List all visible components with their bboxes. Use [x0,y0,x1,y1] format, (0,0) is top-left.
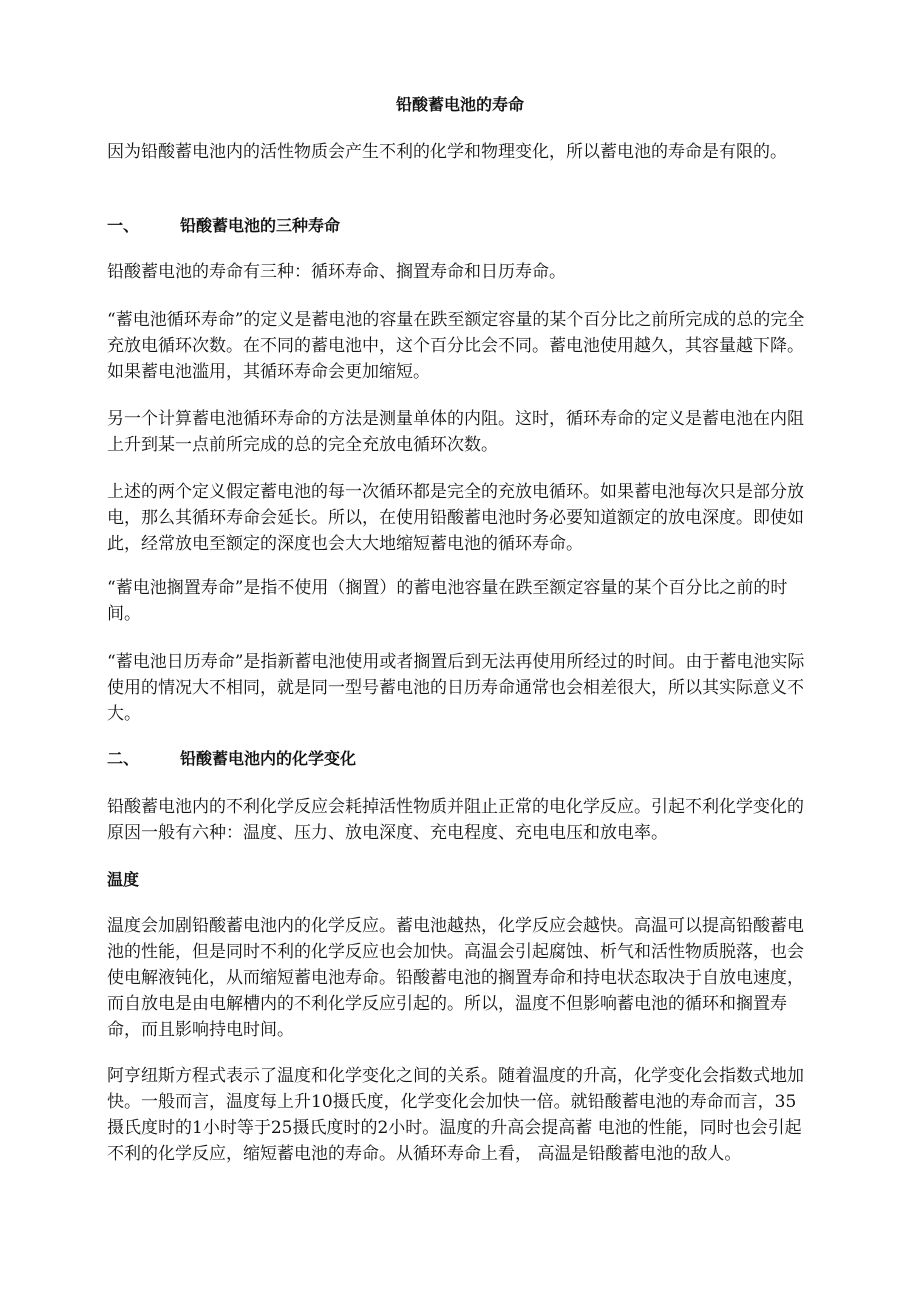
temperature-paragraph-1: 温度会加剧铅酸蓄电池内的化学反应。蓄电池越热，化学反应会越快。高温可以提高铅酸蓄电池的性能，但是同时不利的化学反应也会加快。高温会引起腐蚀、析气和活性物质脱落，也会使电解液钝化，从而缩短蓄电池寿命。铅酸蓄电池的搁置寿命和持电状态取决于自放电速度，而自放电是由电解槽内的不利化学反应引起的。所以，温度不但影响蓄电池的循环和搁置寿命，而且影响持电时间。 [107,916,804,1040]
document-title: 铅酸蓄电池的寿命 [395,95,524,114]
section-1-paragraph-2: “蓄电池循环寿命”的定义是蓄电池的容量在跌至额定容量的某个百分比之前所完成的总的完全充放电循环次数。在不同的蓄电池中，这个百分比会不同。蓄电池使用越久，其容量越下降。如果蓄电池滥用，其循环寿命会更加缩短。 [107,310,805,382]
section-2-paragraph-1: 铅酸蓄电池内的不利化学反应会耗掉活性物质并阻止正常的电化学反应。引起不利化学变化的原因一般有六种：温度、压力、放电深度、充电程度、充电电压和放电率。 [107,797,804,843]
section-1-title: 铅酸蓄电池的三种寿命 [180,216,341,235]
subsection-temperature-heading: 温度 [107,870,140,889]
temperature-paragraph-2: 阿亨纽斯方程式表示了温度和化学变化之间的关系。随着温度的升高，化学变化会指数式地加快。一般而言，温度每上升10摄氏度，化学变化会加快一倍。就铅酸蓄电池的寿命而言，35摄氏度时的1小时等于25摄氏度时的2小时。温度的升高会提高蓄 电池的性能，同时也会引起不利的化学反应，缩短蓄电池的寿命。从循环寿命上看， 高温是铅酸蓄电池的敌人。 [107,1066,804,1164]
section-1-heading [107,214,807,238]
section-1-paragraph-5: “蓄电池搁置寿命”是指不使用（搁置）的蓄电池容量在跌至额定容量的某个百分比之前的时间。 [107,578,788,624]
section-1-paragraph-4: 上述的两个定义假定蓄电池的每一次循环都是完全的充放电循环。如果蓄电池每次只是部分放电，那么其循环寿命会延长。所以，在使用铅酸蓄电池时务必要知道额定的放电深度。即使如此，经常放电至额定的深度也会大大地缩短蓄电池的循环寿命。 [107,482,804,554]
section-1-paragraph-1: 铅酸蓄电池的寿命有三种：循环寿命、搁置寿命和日历寿命。 [107,262,566,282]
section-1-number: 一、 [107,216,140,235]
section-2-heading [107,747,807,771]
section-2-title: 铅酸蓄电池内的化学变化 [180,749,357,768]
section-1-paragraph-6: “蓄电池日历寿命”是指新蓄电池使用或者搁置后到无法再使用所经过的时间。由于蓄电池实际使用的情况大不相同，就是同一型号蓄电池的日历寿命通常也会相差很大，所以其实际意义不大。 [107,652,805,724]
intro-paragraph: 因为铅酸蓄电池内的活性物质会产生不利的化学和物理变化，所以蓄电池的寿命是有限的。 [107,142,787,162]
section-2-number: 二、 [107,749,140,768]
section-1-paragraph-3: 另一个计算蓄电池循环寿命的方法是测量单体的内阻。这时，循环寿命的定义是蓄电池在内阻上升到某一点前所完成的总的完全充放电循环次数。 [107,409,804,455]
